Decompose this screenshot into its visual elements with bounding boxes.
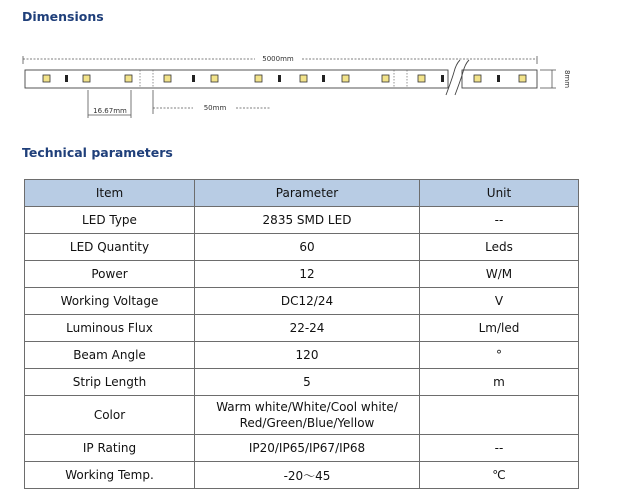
cut-length-label: 16.67mm (93, 107, 127, 115)
parameter-cell: 2835 SMD LED (195, 207, 420, 234)
unit-cell (420, 396, 579, 435)
parameter-cell: 12 (195, 261, 420, 288)
header-parameter: Parameter (195, 180, 420, 207)
led-pitch-label: 50mm (203, 104, 227, 112)
table-row (25, 396, 579, 435)
parameter-cell: 22-24 (195, 315, 420, 342)
unit-cell: ° (420, 342, 579, 369)
table-row (25, 234, 579, 261)
item-cell: Luminous Flux (25, 315, 195, 342)
parameter-cell: IP20/IP65/IP67/IP68 (195, 435, 420, 462)
item-cell: Beam Angle (25, 342, 195, 369)
dimensions-heading: Dimensions (22, 9, 104, 24)
table-row (25, 462, 579, 489)
table-row (25, 261, 579, 288)
parameter-cell: 5 (195, 369, 420, 396)
width-label: 8mm (563, 69, 571, 89)
unit-cell: m (420, 369, 579, 396)
parameter-cell (195, 396, 420, 435)
item-cell: Color (25, 396, 195, 435)
unit-cell: V (420, 288, 579, 315)
led-strip-dimension-diagram (0, 40, 617, 135)
unit-cell: ℃ (420, 462, 579, 489)
item-cell: LED Quantity (25, 234, 195, 261)
header-item: Item (25, 180, 195, 207)
unit-cell: Leds (420, 234, 579, 261)
unit-cell: Lm/led (420, 315, 579, 342)
unit-cell: W/M (420, 261, 579, 288)
parameter-line: Red/Green/Blue/Yellow (239, 416, 375, 430)
unit-cell: -- (420, 435, 579, 462)
table-row (25, 342, 579, 369)
item-cell: Working Voltage (25, 288, 195, 315)
parameter-cell: DC12/24 (195, 288, 420, 315)
unit-cell: -- (420, 207, 579, 234)
parameter-cell: -20～45 (195, 462, 420, 489)
technical-parameters-table (24, 179, 579, 489)
parameter-cell: 120 (195, 342, 420, 369)
parameter-line: Warm white/White/Cool white/ (216, 400, 398, 414)
item-cell: LED Type (25, 207, 195, 234)
table-row (25, 369, 579, 396)
table-header-row (25, 180, 579, 207)
table-row (25, 288, 579, 315)
parameter-cell: 60 (195, 234, 420, 261)
header-unit: Unit (420, 180, 579, 207)
item-cell: Strip Length (25, 369, 195, 396)
led-strip (25, 60, 537, 95)
item-cell: Power (25, 261, 195, 288)
item-cell: Working Temp. (25, 462, 195, 489)
table-row (25, 435, 579, 462)
table-row (25, 207, 579, 234)
table-row (25, 315, 579, 342)
item-cell: IP Rating (25, 435, 195, 462)
technical-parameters-heading: Technical parameters (22, 145, 173, 160)
total-length-label: 5000mm (262, 55, 294, 63)
